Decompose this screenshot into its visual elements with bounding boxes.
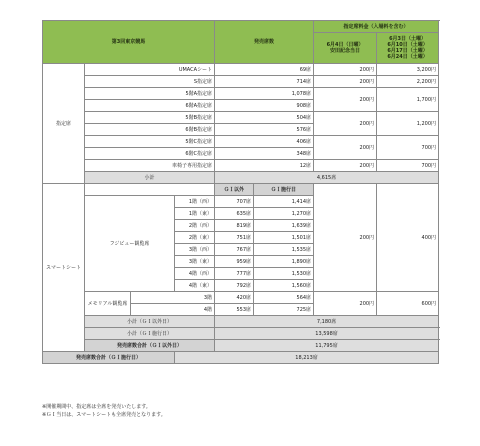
seat-name: 車椅子専用指定席 xyxy=(85,160,215,172)
seats-gi-day: 1,501席 xyxy=(254,232,314,244)
price-yasuda: 200円 xyxy=(314,160,377,172)
seat-price-table xyxy=(42,20,439,364)
seats-gi-day: 725席 xyxy=(254,304,314,316)
seats-gi-day: 1,560席 xyxy=(254,280,314,292)
seat-count: 406席 xyxy=(215,136,314,148)
price-yasuda: 200円 xyxy=(314,136,377,160)
price-col-saturdays: 6月3日（土曜） 6月10日（土曜） 6月17日（土曜） 6月24日（土曜） xyxy=(377,33,439,64)
subtotal-value: 13,598席 xyxy=(215,328,439,340)
reserved-category: 指定席 xyxy=(43,64,85,184)
floor-name: 2階（東） xyxy=(175,232,215,244)
price-yasuda: 200円 xyxy=(314,64,377,76)
smart-category: スマートシート xyxy=(43,184,85,352)
price-saturday: 3,200円 xyxy=(377,64,439,76)
seat-name: 5階B指定席 xyxy=(85,112,215,124)
seats-gi-except: 751席 xyxy=(215,232,254,244)
floor-name: 4階（東） xyxy=(175,280,215,292)
table-row xyxy=(43,292,439,304)
seat-count: 348席 xyxy=(215,148,314,160)
seat-name: 5階A指定席 xyxy=(85,88,215,100)
price-yasuda: 200円 xyxy=(314,76,377,88)
seats-gi-except: 635席 xyxy=(215,208,254,220)
seat-count: 576席 xyxy=(215,124,314,136)
seats-gi-except: 767席 xyxy=(215,244,254,256)
table-row xyxy=(43,136,439,148)
seats-gi-day: 1,535席 xyxy=(254,244,314,256)
total-label: 発売席数合計（ＧＩ施行日） xyxy=(43,352,175,364)
floor-name: 2階（西） xyxy=(175,220,215,232)
subtotal-label: 小計（ＧＩ以外日） xyxy=(85,316,215,328)
subtotal-row xyxy=(43,328,439,340)
price-yasuda: 200円 xyxy=(314,112,377,136)
seats-gi-except: 792席 xyxy=(215,280,254,292)
total-value: 18,213席 xyxy=(175,352,439,364)
price-yasuda: 200円 xyxy=(314,292,377,316)
memorial-label: メモリアル観覧席 xyxy=(85,292,131,316)
price-saturday: 2,200円 xyxy=(377,76,439,88)
table-row xyxy=(43,76,439,88)
table-row xyxy=(43,88,439,100)
note-line: ※開催期間中、指定席は全席を発売いたします。 xyxy=(42,404,151,410)
floor-name: 3階（東） xyxy=(175,256,215,268)
floor-name: 4階 xyxy=(131,304,215,316)
subtotal-label: 小計（ＧＩ施行日） xyxy=(85,328,215,340)
seat-count: 69席 xyxy=(215,64,314,76)
seat-name: 5階C指定席 xyxy=(85,136,215,148)
total-label: 発売席数合計（ＧＩ以外日） xyxy=(85,340,215,352)
header-row-1 xyxy=(43,21,439,33)
subtotal-label: 小計 xyxy=(85,172,215,184)
floor-name: 3階（西） xyxy=(175,244,215,256)
price-yasuda: 200円 xyxy=(314,184,377,292)
price-title-header: 指定席料金（入場料を含む） xyxy=(314,21,439,33)
seat-count: 714席 xyxy=(215,76,314,88)
seats-gi-except: 777席 xyxy=(215,268,254,280)
gi-except-header: ＧＩ以外 xyxy=(215,184,254,196)
seat-name: 6階A指定席 xyxy=(85,100,215,112)
floor-name: 3階 xyxy=(131,292,215,304)
floor-name: 1階（東） xyxy=(175,208,215,220)
seats-gi-day: 1,890席 xyxy=(254,256,314,268)
seat-count: 12席 xyxy=(215,160,314,172)
notes xyxy=(42,403,166,419)
price-saturday: 700円 xyxy=(377,136,439,160)
seat-name: 6階B指定席 xyxy=(85,124,215,136)
price-saturday: 1,200円 xyxy=(377,112,439,136)
price-col-yasuda: 6月4日（日曜） 安田記念当日 xyxy=(314,33,377,64)
seats-gi-day: 564席 xyxy=(254,292,314,304)
seats-gi-except: 959席 xyxy=(215,256,254,268)
price-saturday: 400円 xyxy=(377,184,439,292)
seats-count-header: 発売席数 xyxy=(215,21,314,64)
seats-gi-day: 1,639席 xyxy=(254,220,314,232)
price-saturday: 1,700円 xyxy=(377,88,439,112)
price-saturday: 700円 xyxy=(377,160,439,172)
seats-gi-except: 420席 xyxy=(215,292,254,304)
seats-gi-except: 819席 xyxy=(215,220,254,232)
subtotal-value: 4,615席 xyxy=(215,172,439,184)
table-row xyxy=(43,112,439,124)
subtotal-value: 7,180席 xyxy=(215,316,439,328)
seats-gi-except: 707席 xyxy=(215,196,254,208)
seat-count: 1,078席 xyxy=(215,88,314,100)
total-row xyxy=(43,340,439,352)
note-line: ※ＧＩ当日は、スマートシートも全席発売となります。 xyxy=(42,412,166,418)
smart-header-row xyxy=(43,184,439,196)
table-row xyxy=(43,160,439,172)
venue-header: 第3回東京競馬 xyxy=(43,21,215,64)
blank-cell xyxy=(85,184,215,196)
seats-gi-day: 1,270席 xyxy=(254,208,314,220)
seats-gi-day: 1,530席 xyxy=(254,268,314,280)
seats-gi-day: 1,414席 xyxy=(254,196,314,208)
table-row xyxy=(43,64,439,76)
subtotal-row xyxy=(43,316,439,328)
seat-name: UMACAシート xyxy=(85,64,215,76)
floor-name: 1階（西） xyxy=(175,196,215,208)
fujiview-label: フジビュー観覧席 xyxy=(85,196,175,292)
seat-name: 6階C指定席 xyxy=(85,148,215,160)
gi-day-header: ＧＩ施行日 xyxy=(254,184,314,196)
price-yasuda: 200円 xyxy=(314,88,377,112)
seat-name: S指定席 xyxy=(85,76,215,88)
subtotal-row xyxy=(43,172,439,184)
seat-count: 504席 xyxy=(215,112,314,124)
price-saturday: 600円 xyxy=(377,292,439,316)
total-value: 11,795席 xyxy=(215,340,439,352)
seat-count: 908席 xyxy=(215,100,314,112)
floor-name: 4階（西） xyxy=(175,268,215,280)
total-row xyxy=(43,352,439,364)
seats-gi-except: 553席 xyxy=(215,304,254,316)
